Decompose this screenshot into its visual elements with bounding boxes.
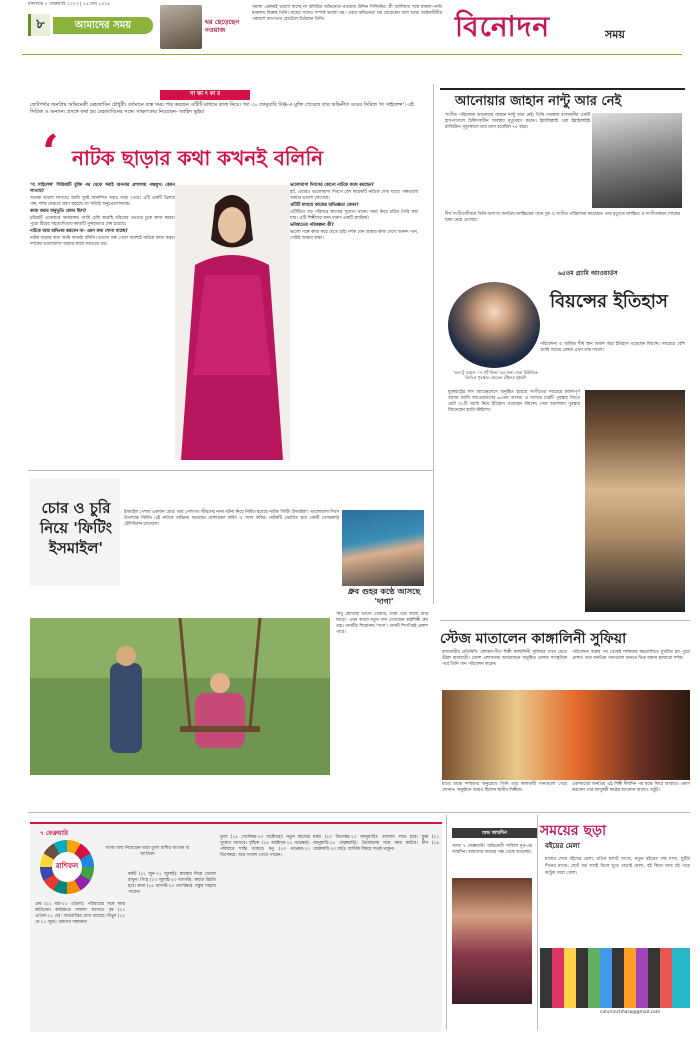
question: ওটিটি মাধ্যমে কাজের অভিজ্ঞতা কেমন? — [290, 203, 359, 208]
answer: হ্যাঁ, এবারও ভালোবাসা দিবসে বেশ কয়েকটি নাটকে দেখা যাবে। গল্পগুলো আমার ভালো লেগেছে। — [290, 190, 418, 201]
interview-column-left — [30, 183, 175, 249]
stage-text-4: একসময়ের জনপ্রিয় এই শিল্পী দীর্ঘদিন পর মঞ্চে ফিরে আবারও প্রমাণ করলেন তার জাদুকরী কণ্ঠের আবেদন আজও অটুট। — [572, 782, 690, 793]
obituary-text-continued: দীর্ঘ সংগীতজীবনে তিনি অসংখ্য জনপ্রিয় চলচ্চিত্রের গানে সুর ও সংগীত পরিচালনা করেছেন। তার মৃত্যুতে চলচ্চিত্র ও সংগীতাঙ্গনে শোকের ছায়া নেমে এসেছে। — [445, 212, 680, 223]
birthday-label: শুভ জন্মদিন — [452, 828, 537, 838]
answer: নাটক ছাড়ার কথা আমি কখনই বলিনি। ভালো গল্প পেলে অবশ্যই নাটকে কাজ করব। দর্শকের ভালোবাসা আমার কাছে সবচেয়ে বড়। — [30, 236, 175, 247]
zodiac-wheel-label: রাশিফল — [52, 852, 82, 882]
chhora-illustration — [540, 948, 690, 1008]
logo-sub-text: সময় — [605, 28, 625, 41]
interview-intro: ছোটপর্দার জনপ্রিয় অভিনেত্রী মেহজাবিন চৌধুরী। বর্তমানে ব্যস্ত সময় পার করছেন ওটিটি মাধ্যমে কাজ নিয়ে। গত ৩০ জানুয়ারি বিঞ্জ-এ মুক্তি পেয়েছে তার অভিনীত ওয়েব সিরিজ 'দ্য সাইলেন্স'। এই সিরিজ ও অন্যান্য প্রসঙ্গে কথা হয় মেহজাবিনের সঙ্গে। সাক্ষাৎকার নিয়েছেন- জাহিদ ভূইয়া — [30, 102, 414, 115]
horoscope-column-4: মকর (২৩ ডিসেম্বর-২০ জানুয়ারি): ব্যবসায় লাভ হবে। কুম্ভ (২১ জানুয়ারি-১৮ ফেব্রুয়ারি): প্রিয়জনের সঙ্গে সময় কাটবে। মীন (১৯ ফেব্রুয়ারি-২০ মার্চ): আর্থিক বিষয়ে সতর্ক থাকুন। — [313, 835, 439, 852]
fighting-headline: চোর ও চুরি নিয়ে 'ফিটিং ইসমাইল' — [39, 499, 113, 557]
question: 'দ্য সাইলেন্স' সিরিজটি মুক্তি পর থেকে সবাই অপনার প্রশংসায় পঞ্চমুখ। কেমন লাগছে? — [30, 183, 175, 194]
horoscope-date: ৭ ফেব্রুয়ারি — [40, 830, 69, 837]
page-number: ৮ — [28, 14, 50, 36]
question: ভবিষ্যতের পরিকল্পনা কী? — [290, 223, 334, 228]
horoscope-column-1: মেষ (২১ মার্চ-২০ এপ্রিল): পরিবারের সঙ্গে সময় কাটাবেন। কর্মক্ষেত্রে সাফল্য আসবে। বৃষ (২১ এপ্রিল-২১ মে): অর্থপ্রাপ্তির যোগ রয়েছে। মিথুন (২২ মে-২১ জুন): ভ্রমণের সম্ভাবনা। — [35, 902, 125, 925]
answer: ওটিটিতে বড় পরিসরে কাজের সুযোগ থাকে। সময় নিয়ে চরিত্র তৈরি করা যায়। এটি শিল্পীদের জন্য দারুণ একটি প্ল্যাটফর্ম। — [290, 210, 418, 221]
birthday-text: আজ ৭ ফেব্রুয়ারি। অভিনেত্রী সাবিলা নূর-এর জন্মদিন। আমাদের সময়ের পক্ষ থেকে শুভেচ্ছা। — [452, 844, 532, 855]
teaser-title: ঘর ছেড়েছেন নওয়াজ — [205, 18, 240, 34]
beyonce-photo — [585, 390, 685, 612]
grammy-label: ৬৫তম গ্র্যামি অ্যাওয়ার্ডস — [558, 270, 618, 277]
dateline: মঙ্গলবার ৭ ফেব্রুয়ারি ২০২৩ | ২৪ মাঘ ১৪২৯ — [28, 2, 110, 7]
chhora-title: বইয়ের মেলা — [545, 842, 580, 850]
stage-headline: স্টেজ মাতালেন কাঙ্গালিনী সুফিয়া — [440, 631, 627, 647]
grammy-headline: বিয়ন্সের ইতিহাস — [550, 291, 668, 312]
stage-text-3: মাঝে মাঝে দর্শকদের অনুরোধে তিনি তার কালজয়ী গানগুলো গেয়ে শোনান। অনুষ্ঠানে আরও ছিলেন স্থানীয় শিল্পীরা। — [442, 782, 567, 793]
grammy-text-top: পরিবেশনা ও অর্জিত শীর্ষ স্থান অর্জন করে ইতিহাস গড়েছেন বিয়ন্সে। সবচেয়ে বেশি গ্র্যামি জয়ের রেকর্ড এখন তার দখলে। — [540, 342, 685, 353]
dhruba-text: 'কথু রেখেছো ভাগ্যে তোমার, তারা পরে আছে যোর ঘাড়ে'- এমন কথায় নতুন গান গেয়েছেন কণ্ঠশিল্পী ধ্রুব গুহ। গানটির শিরোনাম 'দাগা'। গানটি শিগগিরই প্রকাশ পাবে। — [336, 612, 428, 635]
taylor-swift-photo — [448, 282, 540, 368]
logo-main-text: বিনোদন — [455, 10, 551, 43]
obituary-photo — [592, 113, 682, 208]
chhora-text: মাঘের শেষে বইয়ের মেলা, রঙিন মলাট সাজে, নতুন বইয়ের গন্ধ মাখা, ছুটির দিনের মাঝে। ছোট বড় সবাই মিলে ঘুরে বেড়াই মেলা, বই কিনে আর বই পড়ে কাটুক সারা বেলা। — [545, 857, 690, 876]
section-logo — [455, 8, 685, 50]
interview-label: সা ক্ষা ৎ কা র — [160, 90, 250, 100]
question: ভালোবাসা দিবসের কোনো নাটকে কাজ করছেন? — [290, 183, 374, 188]
teaser-photo — [160, 5, 202, 49]
section-divider — [28, 812, 690, 813]
answer: চরিত্রটি একেবারে অন্যরকম। আমি চেষ্টা করেছি চরিত্রের ভেতরে ঢুকে কাজ করার। পুরো টিমের সহযোগিতায় কাজটি সুন্দরভাবে শেষ হয়েছে। — [30, 216, 175, 227]
obituary-title: আনোয়ার জাহান নান্টু আর নেই — [455, 94, 622, 109]
interview-column-right — [290, 183, 418, 243]
answer: ভালো গল্পে কাজ করে যেতে চাই। দর্শক যেন আমার কাজ দেখে আনন্দ পান, সেটাই আমার লক্ষ্য। — [290, 230, 418, 241]
grammy-text-body: যুক্তরাষ্ট্রের লস অ্যাঞ্জেলেসে অনুষ্ঠিত হয়েছে সংগীতের সবচেয়ে মর্যাদাপূর্ণ আসর গ্র্যামি অ্যাওয়ার্ডসের ৬৫তম আসর। এ আসরে চারটি পুরস্কার জিতে মোট ৩২টি গ্র্যামি নিয়ে ইতিহাস গড়েছেন বিয়ন্সে। সেরা অ্যালবাম পুরস্কার জিতেছেন হ্যারি স্টাইলস। — [448, 390, 580, 413]
answer: অনেক ভালো লাগছে। আমি খুবই আনন্দিত সবার সাড়া পেয়ে। এটি একটি থ্রিলার গল্প, দর্শক যেভাবে গ্রহণ করেছে তা সত্যিই অনুপ্রেরণাদায়ক। — [30, 196, 175, 207]
teaser-text: সমস্যা একদমই ভালো যাচ্ছে না বলিউড অভিনেতা নওয়াজ উদ্দিন সিদ্দিকির। স্ত্রী আলিয়ার সঙ্গে মামলা-পাল্টা মামলায় বিধ্বস্ত তিনি। মায়ের সঙ্গেও সম্পর্ক ভালো নয়। এবার অভিনেতা ঘর ছেড়েছেন বলে খবর। আইনজীবীর পরামর্শে আপাতত হোটেলে উঠেছেন তিনি। — [252, 5, 442, 22]
question: নাটকে আর অভিনয় করবেন না- এমন কথা শোনা যাচ্ছে? — [30, 229, 128, 234]
column-divider — [433, 84, 434, 604]
chhora-email: columnchhara@gmail.com — [600, 1010, 661, 1015]
header-rule — [22, 54, 682, 55]
birthday-photo — [452, 878, 532, 1004]
section-divider — [440, 620, 690, 621]
dhruba-headline: ধ্রুব গুহর কণ্ঠে আসছে 'দাগা' — [347, 587, 421, 606]
fighting-text: ইসমাইল পেশায় একজন চোর। তার পেশাগত জীবনের নানা ঘটনা নিয়ে নির্মিত হয়েছে নাটক 'ফিটিং ইসমাইল'। ভালোবাসা দিবস উপলক্ষে নির্মিত এই নাটকে অভিনয় করেছেন মোশাররফ করিম ও সাফা কবির। নাটকটি প্রচারিত হবে একটি বেসরকারি টেলিভিশন চ্যানেলে। — [124, 510, 339, 527]
zodiac-wheel-icon — [40, 840, 94, 894]
question: কাজ করার অনুভূতি কেমন ছিল? — [30, 209, 87, 214]
horoscope-lagna: আজ জন্ম নিয়েছেন যারা তুলা রাশির জাতক বা জাতিকা — [105, 846, 190, 857]
stage-text-2: পরিবেশনা শুরুর পর থেকেই দর্শকদের করতালিতে মুখরিত হয় পুরো প্রাঙ্গণ। তার জনপ্রিয় গানগুলো শুনতে ভিড় জমান হাজারো দর্শক। — [572, 650, 690, 661]
interview-headline: নাটক ছাড়ার কথা কখনই বলিনি — [72, 146, 324, 170]
column-divider — [446, 815, 447, 1030]
dhruba-guha-photo — [342, 510, 424, 586]
section-brand: আমাদের সময় — [53, 17, 153, 34]
horoscope-column-2: কর্কট (২২ জুন-২২ জুলাই): স্বাস্থ্যের দিকে খেয়াল রাখুন। সিংহ (২৩ জুলাই-২৩ আগস্ট): কাজে উন্নতি হবে। কন্যা (২৪ আগস্ট-২৩ সেপ্টেম্বর): বন্ধুর সাহায্য পাবেন। — [128, 872, 217, 895]
section-divider — [28, 470, 433, 471]
stage-text-1: রাজবাড়ীর প্রতিনিধি: লোকসংগীত শিল্পী কাঙ্গালিনী সুফিয়ার গানে মেতে উঠল রাজবাড়ী। জেলা প্রশাসনের আয়োজনে অনুষ্ঠিত মেলার সাংস্কৃতিক পর্বে তিনি গান পরিবেশন করেন। — [442, 650, 567, 667]
quote-mark-icon: ‘ — [42, 125, 59, 181]
actress-photo — [175, 185, 290, 460]
column-divider — [537, 815, 538, 1030]
photo-caption: 'অল টু ওয়েল : দ্য শর্ট ফিল্ম'-এর জন্য সেরা মিউজিক ভিডিও পুরস্কার জেতেন টেইলর সুইফট — [453, 370, 538, 381]
drama-still-photo — [30, 618, 330, 775]
stage-photo — [442, 690, 690, 780]
chhora-logo: সময়ের ছড়া — [540, 823, 607, 839]
horoscope-column-3: তুলা (২৪ সেপ্টেম্বর-২৩ অক্টোবর): নতুন কাজের সুযোগ আসবে। বৃশ্চিক (২৪ অক্টোবর-২২ নভেম্বর): পরিবারে শান্তি থাকবে। ধনু (২৩ নভেম্বর-২২ ডিসেম্বর): শুভ সংবাদ পেতে পারেন। — [220, 835, 310, 858]
obituary-text: সংগীত পরিচালক আনোয়ার জাহান নান্টু আর নেই। তিনি গতকাল রাজধানীর একটি হাসপাতালে চিকিৎসাধীন অবস্থায় মৃত্যুবরণ করেন। ইন্নালিল্লাহি ওয়া ইন্নাইলাইহি রাজিউন। মৃত্যুকালে তার বয়স হয়েছিল ৭৫ বছর। — [445, 113, 590, 130]
